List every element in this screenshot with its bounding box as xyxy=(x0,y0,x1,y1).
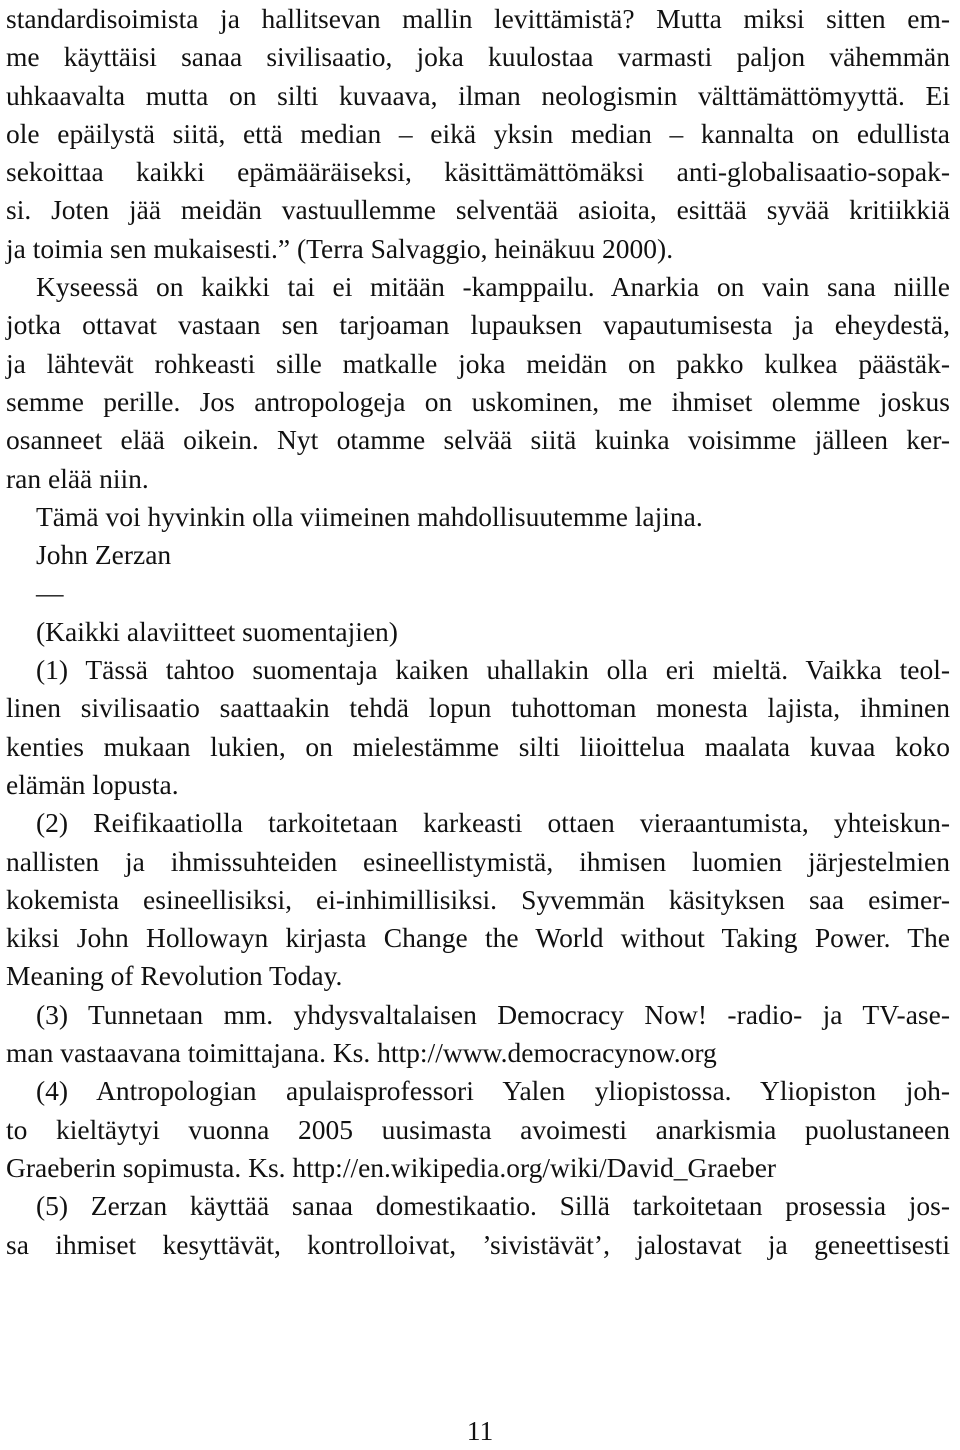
text-line: (2) Reifikaatiolla tarkoitetaan karkeasti ottaen vieraantumista, yhteiskun- xyxy=(36,807,950,839)
footnote-5 xyxy=(6,1187,950,1264)
text-line: jotka ottavat vastaan sen tarjoaman lupauksen vapautumisesta ja eheydestä, xyxy=(6,309,950,341)
text-line: si. Joten jää meidän vastuullemme selventää asioita, esittää syvää kritiikkiä xyxy=(6,194,950,226)
text-line: sa ihmiset kesyttävät, kontrolloivat, ’sivistävät’, jalostavat ja geneettisesti xyxy=(6,1228,950,1260)
text-line: to kieltäytyi vuonna 2005 uusimasta avoimesti anarkismia puolustaneen xyxy=(6,1113,950,1145)
text-line: uhkaavalta mutta on silti kuvaava, ilman neologismin välttämättömyyttä. Ei xyxy=(6,79,950,111)
footnote-4 xyxy=(6,1072,950,1187)
text-line: kiksi John Hollowayn kirjasta Change the World without Taking Power. The xyxy=(6,922,950,954)
text-line: osanneet elää oikein. Nyt otamme selvää siitä kuinka voisimme jälleen ker- xyxy=(6,424,950,456)
text-line: nallisten ja ihmissuhteiden esineellistymistä, ihmisen luomien järjestelmien xyxy=(6,845,950,877)
author-name: John Zerzan xyxy=(36,539,172,571)
text-line: kokemista esineellisiksi, ei-inhimillisiksi. Syvemmän käsityksen saa esimer- xyxy=(6,883,950,915)
text-line: (3) Tunnetaan mm. yhdysvaltalaisen Democracy Now! -radio- ja TV-ase- xyxy=(36,998,950,1030)
text-line: Kyseessä on kaikki tai ei mitään -kamppailu. Anarkia on vain sana niille xyxy=(36,271,950,303)
footnotes-heading xyxy=(6,613,950,651)
text-line: (4) Antropologian apulaisprofessori Yalen yliopistossa. Yliopiston joh- xyxy=(36,1075,950,1107)
footnotes-title: (Kaikki alaviitteet suomentajien) xyxy=(36,615,398,647)
document-page xyxy=(6,0,950,1264)
text-line: (5) Zerzan käyttää sanaa domestikaatio. Sillä tarkoitetaan prosessia jos- xyxy=(36,1190,950,1222)
footnote-1 xyxy=(6,651,950,804)
text-line: Graeberin sopimusta. Ks. http://en.wikipedia.org/wiki/David_Graeber xyxy=(6,1151,777,1183)
text-line: Meaning of Revolution Today. xyxy=(6,960,343,992)
text-line: kenties mukaan lukien, on mielestämme silti liioittelua maalata kuvaa koko xyxy=(6,730,950,762)
text-line: sekoittaa kaikki epämääräiseksi, käsittämättömäksi anti-globalisaatio-sopak- xyxy=(6,156,950,188)
footnote-3 xyxy=(6,996,950,1073)
text-line: elämän lopusta. xyxy=(6,768,179,800)
dash: — xyxy=(36,577,64,609)
paragraph-quote-end xyxy=(6,0,950,268)
paragraph-last-chance xyxy=(6,498,950,536)
text-line: me käyttäisi sanaa sivilisaatio, joka kuulostaa varmasti paljon vähemmän xyxy=(6,41,950,73)
text-line: Tämä voi hyvinkin olla viimeinen mahdollisuutemme lajina. xyxy=(36,500,703,532)
text-line: ja lähtevät rohkeasti sille matkalle joka meidän on pakko kulkea päästäk- xyxy=(6,347,950,379)
text-line: ja toimia sen mukaisesti.” (Terra Salvaggio, heinäkuu 2000). xyxy=(6,232,674,264)
author-signature xyxy=(6,536,950,574)
text-line: ole epäilystä siitä, että median – eikä yksin median – kannalta on edullista xyxy=(6,117,950,149)
paragraph-anarchy xyxy=(6,268,950,498)
text-line: ran elää niin. xyxy=(6,462,149,494)
text-line: (1) Tässä tahtoo suomentaja kaiken uhallakin olla eri mieltä. Vaikka teol- xyxy=(36,654,950,686)
text-line: standardisoimista ja hallitsevan mallin levittämistä? Mutta miksi sitten em- xyxy=(6,3,950,34)
separator-dash xyxy=(6,574,950,612)
footnote-2 xyxy=(6,804,950,995)
text-line: semme perille. Jos antropologeja on uskominen, me ihmiset olemme joskus xyxy=(6,385,950,417)
page-number: 11 xyxy=(466,1415,494,1446)
text-line: linen sivilisaatio saattaakin tehdä lopun tuhottoman monesta lajista, ihminen xyxy=(6,692,950,724)
text-line: man vastaavana toimittajana. Ks. http://www.democracynow.org xyxy=(6,1037,717,1069)
